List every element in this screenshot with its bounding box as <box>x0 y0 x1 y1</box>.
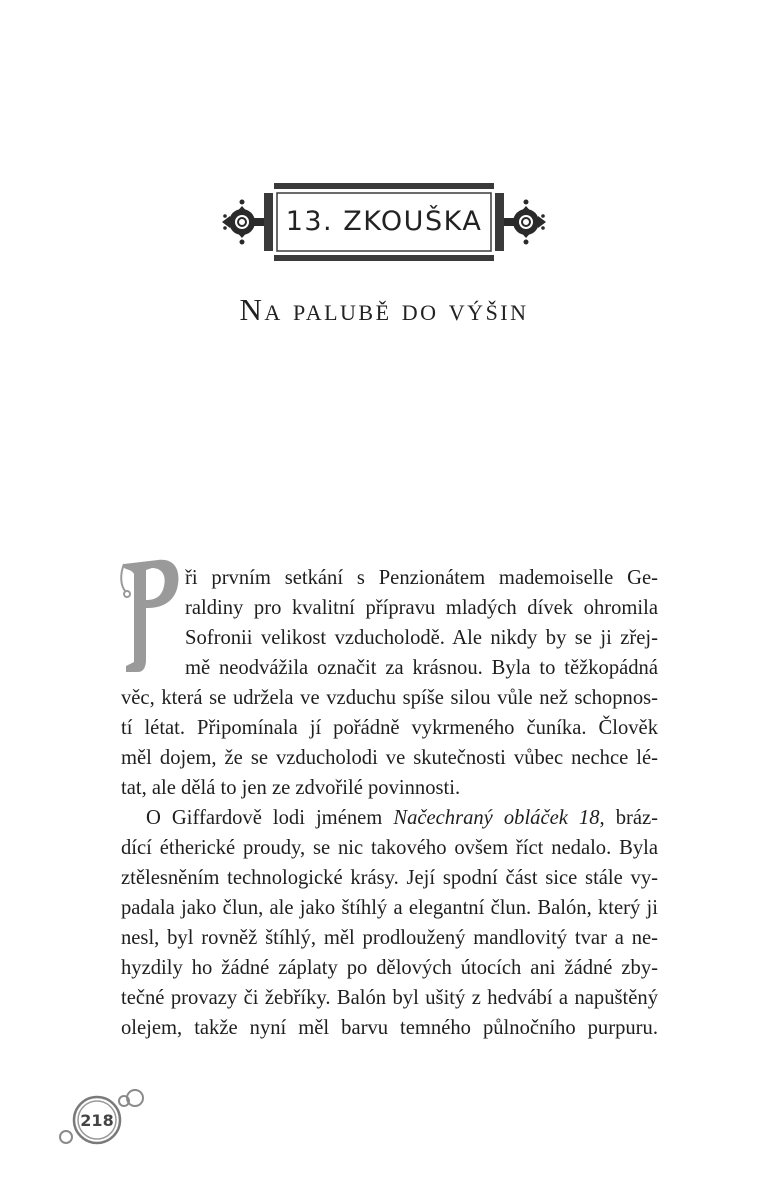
text-line <box>121 803 658 833</box>
text-line: tí létat. Připomínala jí pořádně vykrmeného čuníka. Člověk <box>121 717 658 739</box>
chapter-subtitle: Na palubě do výšin <box>239 292 529 327</box>
text-line: dící étherické proudy, se nic takového ovšem říct nedalo. Byla <box>121 837 658 859</box>
chapter-title: 13. ZKOUŠKA <box>285 205 483 237</box>
text-line: hyzdily ho žádné záplaty po dělových útocích ani žádné zby- <box>121 957 658 979</box>
text-line: padala jako člun, ale jako štíhlý a elegantní člun. Balón, který ji <box>121 897 658 919</box>
ship-name: Načechraný obláček 18 <box>393 807 600 829</box>
body-text <box>121 563 658 1043</box>
text-line: Sofronii velikost vzducholodě. Ale nikdy by se ji zřej- <box>185 627 658 649</box>
text-line: olejem, takže nyní měl barvu temného půlnočního purpuru. <box>121 1017 658 1039</box>
text-line: nesl, byl rovněž štíhlý, měl prodloužený mandlovitý tvar a ne- <box>121 927 658 949</box>
text-line: tečné provazy či žebříky. Balón byl ušitý z hedvábí a napuštěný <box>121 987 658 1009</box>
text-line: ři prvním setkání s Penzionátem mademoiselle Ge- <box>185 567 658 589</box>
chapter-heading-frame <box>220 180 548 264</box>
text-line: mě neodvážila označit za krásnou. Byla to těžkopádná <box>185 657 658 679</box>
text-line: ztělesněním technologické krásy. Její spodní část sice stále vy- <box>121 867 658 889</box>
text-line: věc, která se udržela ve vzduchu spíše silou vůle než schopnos- <box>121 687 658 709</box>
text-line: raldiny pro kvalitní přípravu mladých dívek ohromila <box>185 597 658 619</box>
text-span: O Giffardově lodi jménem <box>146 807 394 829</box>
page-number: 218 <box>80 1110 114 1130</box>
text-line: měl dojem, že se vzducholodi ve skutečnosti vůbec nechce lé- <box>121 747 658 769</box>
text-line: tat, ale dělá to jen ze zdvořilé povinnosti. <box>121 777 461 799</box>
text-span: , bráz- <box>599 807 658 829</box>
paragraph <box>121 803 658 1043</box>
paragraph <box>121 563 658 803</box>
